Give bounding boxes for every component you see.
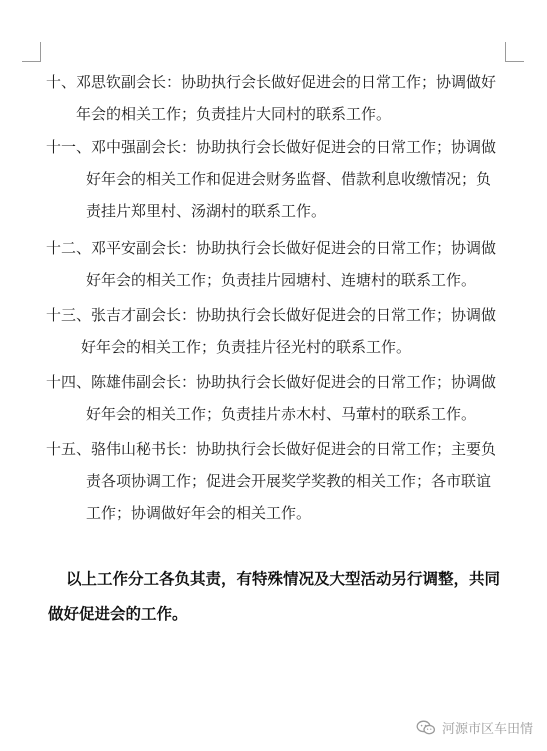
corner-mark-right-h — [505, 61, 524, 62]
duty-line: 工作；协调做好年会的相关工作。 — [86, 504, 312, 522]
duty-line: 好年会的相关工作和促进会财务监督、借款利息收缴情况；负 — [86, 170, 492, 188]
duty-item — [46, 366, 496, 430]
duty-line: 责各项协调工作；促进会开展奖学奖教的相关工作；各市联谊 — [86, 472, 492, 490]
summary-line: 做好促进会的工作。 — [48, 605, 188, 623]
duty-item — [46, 433, 496, 529]
duty-line: 十一、邓中强副会长：协助执行会长做好促进会的日常工作；协调做 — [46, 138, 497, 156]
watermark-text: 河源市区车田情 — [441, 722, 533, 737]
duty-line: 年会的相关工作；负责挂片大同村的联系工作。 — [76, 105, 392, 123]
duty-item — [46, 299, 496, 363]
wechat-icon — [416, 720, 436, 736]
duty-line: 好年会的相关工作；负责挂片径光村的联系工作。 — [81, 338, 412, 356]
duty-line: 责挂片郑里村、汤湖村的联系工作。 — [86, 202, 327, 220]
duty-line: 十、邓思钦副会长：协助执行会长做好促进会的日常工作；协调做好 — [46, 73, 497, 91]
duty-line: 好年会的相关工作；负责挂片园塘村、连塘村的联系工作。 — [86, 271, 477, 289]
corner-mark-left-v — [40, 42, 41, 62]
watermark — [416, 718, 533, 737]
duty-item — [46, 66, 496, 130]
duty-item — [46, 232, 496, 296]
corner-mark-right-v — [505, 42, 506, 62]
duty-line: 十四、陈雄伟副会长：协助执行会长做好促进会的日常工作；协调做 — [46, 373, 497, 391]
duty-line: 好年会的相关工作；负责挂片赤木村、马葷村的联系工作。 — [86, 405, 477, 423]
duty-line: 十二、邓平安副会长：协助执行会长做好促进会的日常工作；协调做 — [46, 239, 497, 257]
summary-paragraph — [48, 562, 501, 632]
duty-line: 十五、骆伟山秘书长：协助执行会长做好促进会的日常工作；主要负 — [46, 440, 497, 458]
duty-line: 十三、张吉才副会长：协助执行会长做好促进会的日常工作；协调做 — [46, 306, 497, 324]
summary-line: 以上工作分工各负其责，有特殊情况及大型活动另行调整，共同 — [66, 570, 501, 588]
corner-mark-left-h — [22, 61, 41, 62]
duty-item — [46, 131, 496, 227]
